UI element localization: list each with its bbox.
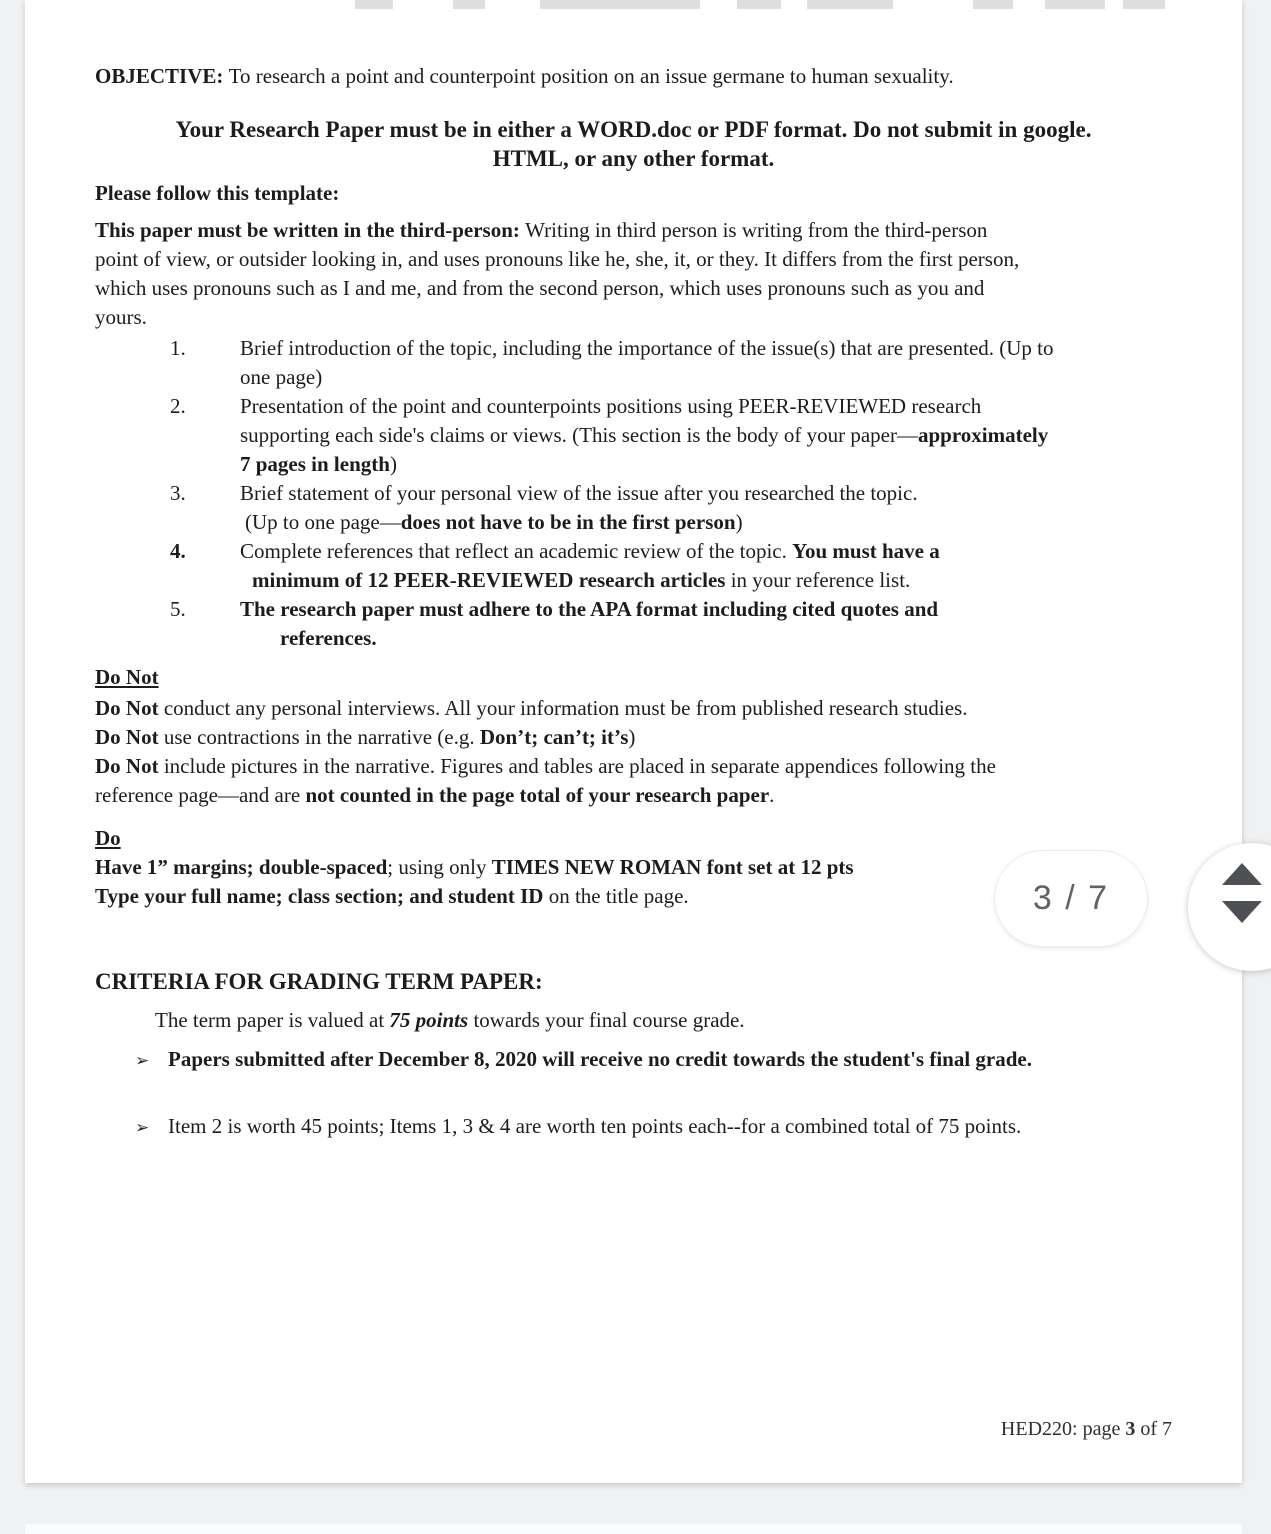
text-run: towards your final course grade. [468, 1008, 745, 1032]
text-line [95, 179, 1172, 208]
text-line [95, 450, 1172, 479]
text-run: yours. [95, 305, 147, 329]
text-line [95, 967, 1172, 996]
text-run: ) [389, 452, 397, 476]
document-content [25, 0, 1242, 1444]
text-run: This paper must be written in the third-person: [95, 218, 526, 242]
text-run: point of view, or outsider looking in, and uses pronouns like he, she, it, or they. It differs from the first person, [95, 247, 1020, 271]
text-run: Presentation of the point and counterpoints positions using PEER-REVIEWED research [240, 394, 982, 418]
text-line [95, 216, 1172, 245]
text-line [95, 566, 1172, 595]
text-run: Do Not [95, 725, 159, 749]
text-line [95, 752, 1172, 781]
page-indicator-text: 3 / 7 [1032, 879, 1110, 917]
text-run: CRITERIA FOR GRADING TERM PAPER: [95, 969, 543, 994]
text-run: Have 1” margins; double-spaced [95, 855, 388, 879]
text-run: Writing in third person is writing from the third-person [525, 218, 988, 242]
text-run: Do Not [95, 696, 159, 720]
text-run: conduct any personal interviews. All your information must be from published research studies. [158, 696, 968, 720]
text-run: include pictures in the narrative. Figures and tables are placed in separate appendices following the [158, 754, 996, 778]
text-run: 75 points [389, 1008, 469, 1032]
text-run: Please follow this template: [95, 181, 340, 205]
text-line [95, 245, 1172, 274]
text-run: OBJECTIVE: [95, 64, 229, 88]
text-run: of 7 [1135, 1418, 1172, 1440]
text-run: HTML, or any other format. [492, 146, 775, 171]
text-run: does not have to be in the first person [400, 510, 736, 534]
text-run: on the title page. [543, 884, 689, 908]
text-run: approximately [917, 423, 1049, 447]
text-run: 3 [1125, 1418, 1136, 1440]
text-run: reference page—and are [95, 783, 306, 807]
scroll-up-icon[interactable] [1222, 863, 1262, 885]
text-line [95, 303, 1172, 332]
page-indicator-pill [995, 851, 1147, 946]
text-run: Do Not [95, 754, 159, 778]
next-page-sliver [25, 1524, 1242, 1534]
text-run: not counted in the page total of your research paper [305, 783, 770, 807]
text-run: ; using only [387, 855, 492, 879]
text-line [95, 824, 1172, 853]
text-run: Brief statement of your personal view of the issue after you researched the topic. [240, 481, 918, 505]
text-line [95, 274, 1172, 303]
text-run: The term paper is valued at [155, 1008, 390, 1032]
numbered-list-line [95, 595, 1172, 624]
text-run: TIMES NEW ROMAN font set at 12 pts [491, 855, 854, 879]
text-run: references. [280, 626, 377, 650]
text-run: Item 2 is worth 45 points; Items 1, 3 & 4 are worth ten points each--for a combined total of 75 points. [168, 1114, 1022, 1138]
text-line [95, 1415, 1172, 1444]
text-line [95, 508, 1172, 537]
text-run: use contractions in the narrative (e.g. [158, 725, 480, 749]
text-line [95, 694, 1172, 723]
text-run: in your reference list. [725, 568, 911, 592]
text-run: Do Not [95, 665, 159, 689]
centered-heading-line [95, 144, 1172, 173]
text-run: Brief introduction of the topic, including the importance of the issue(s) that are presented. (Up to [240, 336, 1054, 360]
text-run: . [769, 783, 775, 807]
text-run: (Up to one page— [245, 510, 401, 534]
text-line [95, 62, 1172, 91]
text-line [95, 421, 1172, 450]
text-line [95, 663, 1172, 692]
numbered-list-line [95, 334, 1172, 363]
text-run: Do [95, 826, 121, 850]
bullet-arrow-icon: ➢ [135, 1118, 150, 1138]
text-run: Papers submitted after December 8, 2020 will receive no credit towards the student's final grade. [168, 1047, 1032, 1071]
bullet-list-line [95, 1045, 1172, 1076]
text-run: HED220: page [1000, 1418, 1126, 1440]
text-line [95, 624, 1172, 653]
text-run: You must have a [792, 539, 940, 563]
list-number: 1. [170, 336, 186, 360]
bullet-arrow-icon: ➢ [135, 1051, 150, 1071]
pdf-page [25, 0, 1242, 1483]
numbered-list-line [95, 537, 1172, 566]
text-line [95, 781, 1172, 810]
list-number: 5. [170, 597, 186, 621]
text-run: Your Research Paper must be in either a WORD.doc or PDF format. Do not submit in google. [175, 117, 1092, 142]
text-run: To research a point and counterpoint position on an issue germane to human sexuality. [228, 64, 954, 88]
text-line [95, 723, 1172, 752]
centered-heading-line [95, 115, 1172, 144]
numbered-list-line [95, 392, 1172, 421]
text-run: The research paper must adhere to the APA format including cited quotes and [240, 597, 939, 621]
text-run: one page) [240, 365, 323, 389]
text-run: Type your full name; class section; and student ID [95, 884, 544, 908]
text-run: Complete references that reflect an academic review of the topic. [240, 539, 793, 563]
text-line [95, 1006, 1172, 1035]
text-run: which uses pronouns such as I and me, and from the second person, which uses pronouns such as you and [95, 276, 985, 300]
text-run: 7 pages in length [240, 452, 390, 476]
text-run: ) [735, 510, 743, 534]
bullet-list-line [95, 1112, 1172, 1143]
text-run: ) [628, 725, 636, 749]
numbered-list-line [95, 479, 1172, 508]
text-run: minimum of 12 PEER-REVIEWED research articles [252, 568, 726, 592]
list-number: 2. [170, 394, 186, 418]
text-run: Don’t; can’t; it’s [479, 725, 629, 749]
text-run: supporting each side's claims or views. (This section is the body of your paper— [240, 423, 918, 447]
scroll-down-icon[interactable] [1222, 901, 1262, 923]
list-number: 4. [170, 539, 186, 563]
text-line [95, 363, 1172, 392]
list-number: 3. [170, 481, 186, 505]
